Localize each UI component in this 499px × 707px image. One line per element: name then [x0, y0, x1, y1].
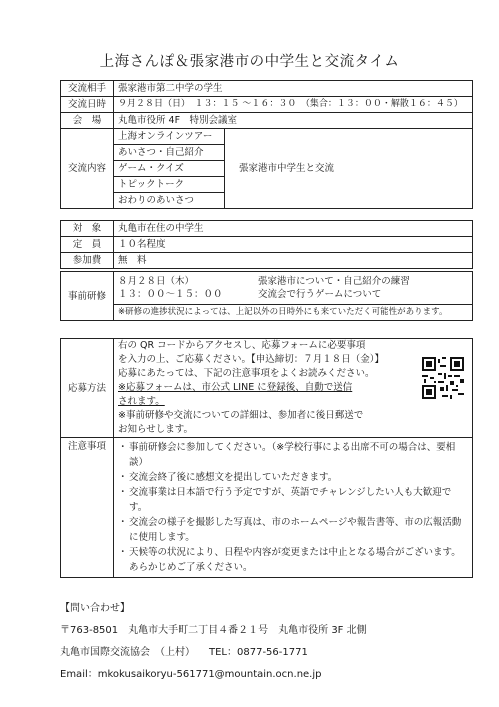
training-date: ８月２８日（木） [118, 276, 195, 287]
list-item: ・ 交流事業は日本語で行う予定ですが、英語でチャレンジしたい人も大歓迎です。 [129, 485, 468, 515]
content-item: あいさつ・自己紹介 [114, 145, 224, 161]
training-schedule [114, 272, 473, 305]
eligibility-table [60, 220, 473, 269]
list-item: ・ 事前研修会に参加してください。（※学校行事による出席不可の場合は、要相談） [129, 440, 468, 470]
contact-heading: 【問い合わせ】 [60, 603, 130, 614]
fee-label: 参加費 [61, 253, 114, 269]
application-label: 応募方法 [61, 339, 114, 438]
content-list [114, 129, 225, 208]
list-item: ・ 交流会終了後に感想文を提出していただきます。 [129, 470, 468, 485]
application-table [60, 338, 473, 578]
list-item: ・ 天候等の状況により、日程や内容が変更または中止となる場合がございます。あらかじめご了承ください。 [129, 545, 468, 575]
qr-code-image[interactable] [422, 357, 464, 399]
list-item: ・ 交流会の様子を撮影した写真は、市のホームページや報告書等、市の広報活動に使用します。 [129, 515, 468, 545]
notes-label: 注意事項 [61, 438, 114, 578]
page-title: 上海さんぽ＆張家港市の中学生と交流タイム [99, 54, 400, 70]
application-line: ※事前研修や交流についての詳細は、参加者に後日郵送で [118, 410, 364, 421]
application-line: ※応募フォームは、市公式 LINE に登録後、自動で送信 [118, 382, 353, 393]
contact-tel: TEL：0877-56-1771 [209, 647, 308, 658]
partner-value: 張家港市第二中学の学生 [114, 81, 473, 97]
application-content [114, 339, 473, 438]
contact-address: 〒763-8501 丸亀市大手町二丁目４番２１号 丸亀市役所 3F 北側 [60, 625, 367, 636]
training-topic-2: 交流会で行うゲームについて [258, 289, 382, 300]
content-item: トピックトーク [114, 177, 224, 193]
application-line: お知らせします。 [118, 424, 193, 435]
training-topic-1: 張家港市について・自己紹介の練習 [258, 276, 410, 287]
training-note: ※研修の進捗状況によっては、上記以外の日時外にも来ていただく可能性があります。 [114, 305, 473, 321]
content-side: 張家港市中学生と交流 [239, 163, 335, 174]
content-label: 交流内容 [61, 129, 114, 209]
content-item: 上海オンラインツアー [114, 129, 224, 145]
capacity-value: １０名程度 [114, 237, 473, 253]
contact-org: 丸亀市国際交流協会 （上村） [60, 647, 195, 658]
notes-content [114, 438, 473, 578]
venue-label: 会 場 [61, 113, 114, 129]
notes-list [118, 440, 468, 575]
application-line: 右の QR コードからアクセスし、応募フォームに必要事項 [118, 340, 366, 351]
content-item: ゲーム・クイズ [114, 161, 224, 177]
training-table [60, 271, 473, 321]
capacity-label: 定 員 [61, 237, 114, 253]
datetime-label: 交流日時 [61, 97, 114, 113]
target-value: 丸亀市在住の中学生 [114, 221, 473, 237]
contact-org-line [60, 642, 367, 664]
content-item: おわりのあいさつ [118, 195, 195, 206]
exchange-table [60, 80, 473, 209]
datetime-value: ９月２８日（日） １３：１５ ～１６：３０ （集合：１３：００・解散１６：４５） [114, 97, 473, 113]
contact-section [60, 598, 367, 686]
application-line: 応募にあたっては、下記の注意事項をよくお読みください。 [118, 368, 375, 379]
application-line: を入力の上、ご応募ください。【申込締切：７月１８日（金）】 [118, 354, 385, 365]
training-time: １３：００～１５：００ [118, 289, 223, 300]
training-label: 事前研修 [61, 272, 114, 321]
partner-label: 交流相手 [61, 81, 114, 97]
application-line: されます。 [118, 396, 165, 407]
content-cell [114, 129, 473, 209]
venue-value: 丸亀市役所 4F 特別会議室 [114, 113, 473, 129]
target-label: 対 象 [61, 221, 114, 237]
fee-value: 無 料 [114, 253, 473, 269]
contact-email: Email：mkokusaikoryu-561771@mountain.ocn.ne.jp [60, 669, 322, 680]
